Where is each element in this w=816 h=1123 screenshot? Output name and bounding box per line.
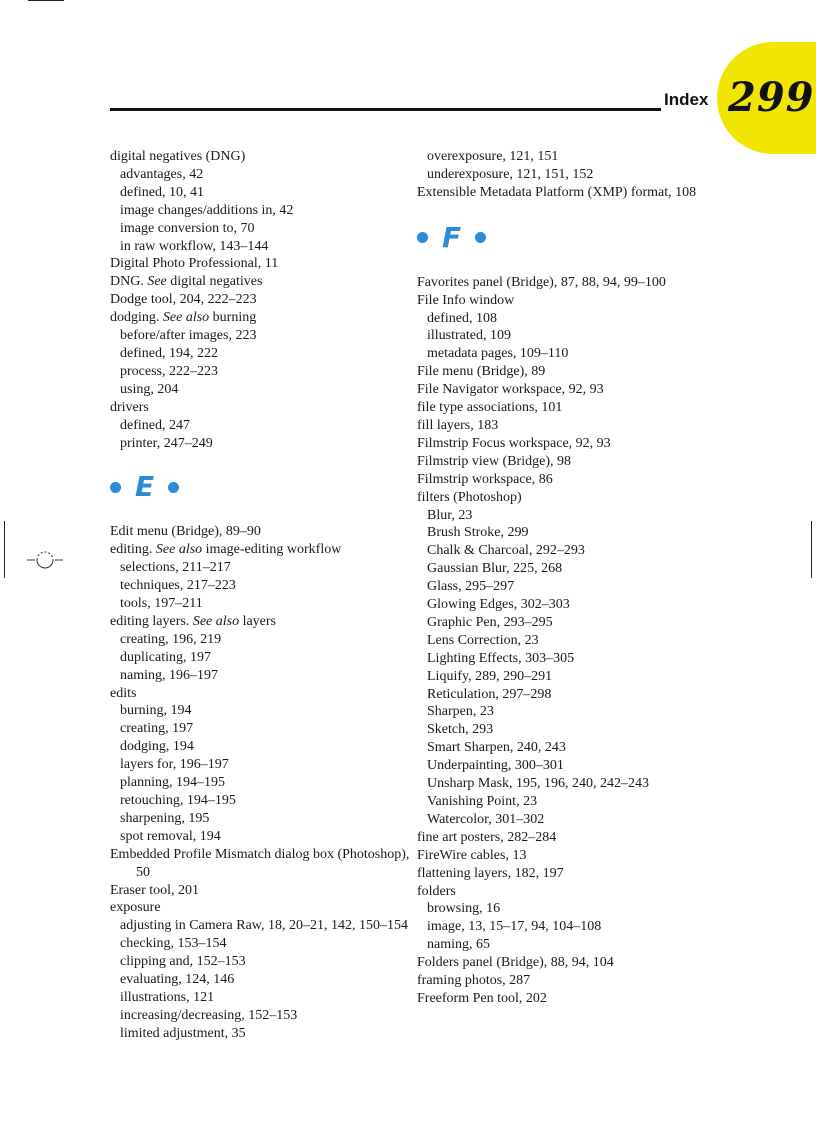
- index-entry: Embedded Profile Mismatch dialog box (Photoshop), 50: [110, 846, 410, 880]
- index-subentry: in raw workflow, 143–144: [120, 238, 269, 254]
- index-entry: file type associations, 101: [417, 400, 563, 416]
- index-subentry: defined, 194, 222: [120, 345, 218, 361]
- cross-reference-label: See also: [162, 310, 210, 326]
- index-entry: editing. See also image-editing workflow: [110, 542, 342, 558]
- registration-mark-icon: [25, 549, 65, 571]
- index-subentry: Liquify, 289, 290–291: [427, 668, 553, 684]
- index-entry: framing photos, 287: [417, 973, 531, 989]
- index-subentry: duplicating, 197: [120, 649, 211, 665]
- index-subentry: Chalk & Charcoal, 292–293: [427, 543, 585, 559]
- index-subentry: spot removal, 194: [120, 828, 221, 844]
- section-heading-f: [417, 202, 717, 274]
- cross-reference-label: See also: [155, 542, 203, 558]
- index-subentry: clipping and, 152–153: [120, 954, 246, 970]
- section-letter: E: [135, 470, 155, 504]
- index-entry: FireWire cables, 13: [417, 847, 527, 863]
- index-subentry: defined, 10, 41: [120, 184, 204, 200]
- index-subentry: adjusting in Camera Raw, 18, 20–21, 142, 150–154: [120, 918, 409, 934]
- index-subentry: tools, 197–211: [120, 596, 203, 612]
- index-subentry: Sketch, 293: [427, 722, 494, 738]
- index-entry: folders: [417, 883, 456, 899]
- index-subentry: sharpening, 195: [120, 810, 210, 826]
- index-column-left: [110, 148, 410, 1043]
- index-subentry: layers for, 196–197: [120, 757, 229, 773]
- index-subentry: metadata pages, 109–110: [427, 346, 569, 362]
- index-subentry: Vanishing Point, 23: [427, 794, 538, 809]
- index-subentry: Sharpen, 23: [427, 704, 494, 720]
- cross-reference-label: See also: [192, 613, 240, 629]
- index-subentry: defined, 108: [427, 310, 497, 326]
- index-entry: edits: [110, 685, 137, 701]
- index-entry: fill layers, 183: [417, 417, 499, 433]
- bullet-dot-icon: [475, 232, 486, 243]
- index-entry: flattening layers, 182, 197: [417, 865, 564, 881]
- cross-reference-label: See: [147, 274, 167, 290]
- index-subentry: dodging, 194: [120, 739, 194, 755]
- index-subentry: underexposure, 121, 151, 152: [427, 166, 594, 182]
- index-entry: File Info window: [417, 292, 515, 308]
- bullet-dot-icon: [417, 232, 428, 243]
- section-letter: F: [442, 220, 462, 254]
- index-subentry: creating, 197: [120, 721, 194, 737]
- index-subentry: Unsharp Mask, 195, 196, 240, 242–243: [427, 776, 650, 792]
- index-subentry: retouching, 194–195: [120, 793, 236, 808]
- bullet-dot-icon: [110, 482, 121, 493]
- index-subentry: Brush Stroke, 299: [427, 525, 529, 541]
- bullet-dot-icon: [168, 482, 179, 493]
- index-subentry: process, 222–223: [120, 363, 218, 379]
- index-entry: fine art posters, 282–284: [417, 829, 557, 845]
- index-entry: Favorites panel (Bridge), 87, 88, 94, 99–100: [417, 274, 666, 290]
- index-subentry: printer, 247–249: [120, 435, 213, 451]
- index-subentry: Reticulation, 297–298: [427, 686, 552, 702]
- index-subentry: defined, 247: [120, 417, 190, 433]
- index-subentry: Lens Correction, 23: [427, 632, 539, 648]
- index-subentry: using, 204: [120, 381, 179, 397]
- index-entry: dodging. See also burning: [110, 310, 257, 326]
- index-subentry: illustrated, 109: [427, 328, 511, 344]
- index-subentry: increasing/decreasing, 152–153: [120, 1007, 298, 1023]
- section-heading-e: [110, 451, 410, 523]
- index-subentry: techniques, 217–223: [120, 578, 236, 594]
- index-subentry: evaluating, 124, 146: [120, 972, 235, 988]
- index-entry: Filmstrip workspace, 86: [417, 471, 553, 487]
- index-column-right: [417, 148, 717, 1008]
- index-subentry: Watercolor, 301–302: [427, 811, 545, 827]
- index-entry: editing layers. See also layers: [110, 613, 277, 629]
- index-entry: DNG. See digital negatives: [110, 274, 263, 290]
- index-subentry: advantages, 42: [120, 166, 204, 182]
- index-subentry: Glass, 295–297: [427, 579, 515, 595]
- index-entry: Filmstrip Focus workspace, 92, 93: [417, 435, 611, 451]
- index-subentry: selections, 211–217: [120, 560, 231, 576]
- index-entry: Eraser tool, 201: [110, 882, 200, 898]
- index-entry: filters (Photoshop): [417, 489, 522, 505]
- index-subentry: Graphic Pen, 293–295: [427, 614, 553, 630]
- index-subentry: creating, 196, 219: [120, 631, 222, 647]
- index-entry: Dodge tool, 204, 222–223: [110, 292, 257, 308]
- index-subentry: naming, 65: [427, 937, 490, 953]
- index-subentry: Blur, 23: [427, 507, 473, 523]
- index-entry: Freeform Pen tool, 202: [417, 990, 547, 1006]
- index-subentry: planning, 194–195: [120, 775, 225, 791]
- index-subentry: naming, 196–197: [120, 667, 218, 683]
- index-entry: File menu (Bridge), 89: [417, 364, 546, 380]
- index-subentry: browsing, 16: [427, 901, 501, 917]
- index-entry: exposure: [110, 900, 161, 916]
- index-subentry: Underpainting, 300–301: [427, 758, 564, 774]
- index-entry: drivers: [110, 399, 149, 415]
- header-rule: [110, 108, 661, 111]
- page-number: 299: [728, 74, 815, 121]
- crop-mark-left: [4, 521, 5, 578]
- index-subentry: before/after images, 223: [120, 328, 257, 344]
- index-subentry: image, 13, 15–17, 94, 104–108: [427, 919, 602, 935]
- index-subentry: Smart Sharpen, 240, 243: [427, 740, 566, 756]
- index-entry: Folders panel (Bridge), 88, 94, 104: [417, 955, 614, 971]
- index-subentry: burning, 194: [120, 703, 192, 719]
- index-subentry: image changes/additions in, 42: [120, 202, 294, 218]
- index-subentry: Glowing Edges, 302–303: [427, 597, 570, 613]
- index-subentry: overexposure, 121, 151: [427, 149, 559, 164]
- index-subentry: image conversion to, 70: [120, 220, 255, 236]
- section-title: Index: [664, 90, 709, 109]
- index-entry: Edit menu (Bridge), 89–90: [110, 524, 261, 540]
- index-subentry: checking, 153–154: [120, 936, 227, 952]
- index-subentry: illustrations, 121: [120, 989, 215, 1005]
- index-entry: Extensible Metadata Platform (XMP) format, 108: [417, 184, 697, 200]
- crop-mark-top: [28, 0, 64, 1]
- index-entry: digital negatives (DNG): [110, 149, 246, 164]
- index-subentry: limited adjustment, 35: [120, 1025, 246, 1041]
- index-subentry: Gaussian Blur, 225, 268: [427, 561, 563, 577]
- index-subentry: Lighting Effects, 303–305: [427, 650, 575, 666]
- index-entry: File Navigator workspace, 92, 93: [417, 382, 604, 398]
- crop-mark-right: [811, 521, 812, 578]
- index-entry: Filmstrip view (Bridge), 98: [417, 453, 571, 469]
- index-entry: Digital Photo Professional, 11: [110, 256, 279, 272]
